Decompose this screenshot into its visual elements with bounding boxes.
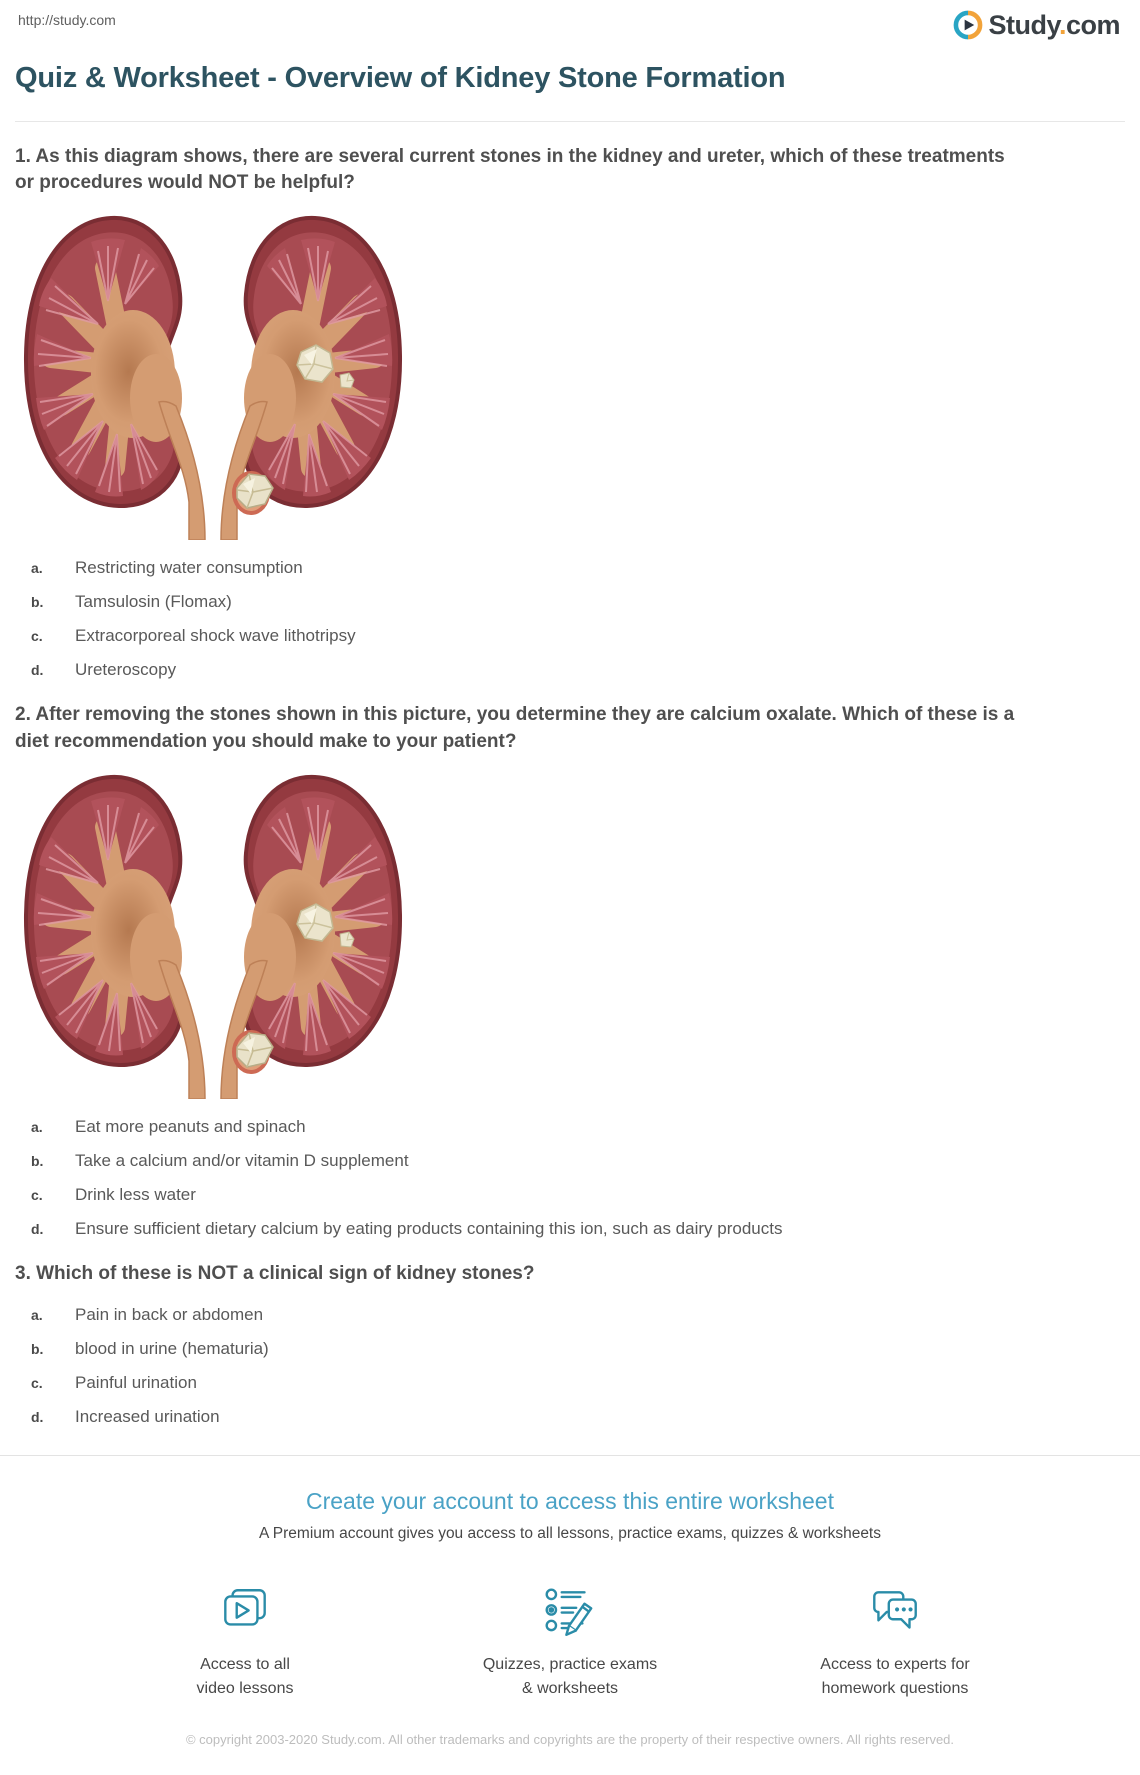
video-lessons-icon: [216, 1583, 274, 1641]
footer-divider: [0, 1455, 1140, 1456]
answer-option-d: [15, 1219, 1125, 1239]
kidney-diagram-image: [13, 206, 413, 540]
option-text: Extracorporeal shock wave lithotripsy: [75, 626, 356, 646]
play-circle-logo-icon: [953, 10, 983, 40]
option-letter: a.: [31, 1307, 43, 1324]
signup-footer: [0, 1455, 1140, 1774]
option-letter: d.: [31, 1220, 44, 1237]
option-text: Ureteroscopy: [75, 660, 177, 680]
option-text: Take a calcium and/or vitamin D supplement: [75, 1150, 409, 1170]
answer-option-d: [15, 1407, 1125, 1427]
create-account-link[interactable]: Create your account to access this entire worksheet: [306, 1488, 834, 1515]
answer-option-c: [15, 1185, 1125, 1205]
option-letter: a.: [31, 560, 43, 577]
source-url: http://study.com: [18, 12, 116, 28]
option-letter: b.: [31, 1152, 44, 1169]
question-1: [0, 144, 1140, 680]
answer-option-a: [15, 1305, 1125, 1325]
option-letter: b.: [31, 1341, 44, 1358]
answer-option-c: [15, 626, 1125, 646]
question-text: 3. Which of these is NOT a clinical sign of kidney stones?: [15, 1262, 535, 1284]
option-letter: a.: [31, 1118, 43, 1135]
option-text: Ensure sufficient dietary calcium by eating products containing this ion, such as dairy products: [75, 1218, 783, 1238]
feature-homework-experts: [783, 1583, 1008, 1701]
option-text: Increased urination: [75, 1407, 220, 1427]
answer-option-a: [15, 1117, 1125, 1137]
option-text: Restricting water consumption: [75, 558, 303, 578]
option-letter: c.: [31, 628, 43, 645]
option-text: blood in urine (hematuria): [75, 1339, 269, 1359]
answer-options: [15, 1117, 1125, 1239]
option-text: Eat more peanuts and spinach: [75, 1116, 306, 1136]
answer-option-b: [15, 592, 1125, 612]
feature-label: Access to experts for homework questions: [820, 1656, 970, 1698]
studycom-logo[interactable]: [953, 10, 1120, 40]
kidney-diagram-image: [13, 765, 413, 1099]
answer-options: [15, 1305, 1125, 1427]
page-header: [0, 0, 1140, 40]
title-divider: [15, 121, 1125, 122]
question-3: [0, 1261, 1140, 1427]
feature-video-lessons: [133, 1583, 358, 1701]
quiz-worksheet-icon: [541, 1583, 599, 1641]
answer-option-b: [15, 1151, 1125, 1171]
logo-text: Study.com: [988, 9, 1120, 40]
option-letter: d.: [31, 1409, 44, 1426]
page-title: Quiz & Worksheet - Overview of Kidney Stone Formation: [15, 62, 786, 94]
option-text: Pain in back or abdomen: [75, 1305, 264, 1325]
option-letter: c.: [31, 1186, 43, 1203]
premium-subtitle: A Premium account gives you access to all lessons, practice exams, quizzes & worksheets: [259, 1525, 881, 1543]
question-text: 2. After removing the stones shown in this picture, you determine they are calcium oxalate. Which of these is a diet recommendation you should make to your patient?: [15, 704, 1015, 752]
option-letter: b.: [31, 594, 44, 611]
feature-label: Access to all video lessons: [196, 1656, 294, 1698]
option-text: Tamsulosin (Flomax): [75, 592, 232, 612]
option-letter: d.: [31, 662, 44, 679]
feature-quizzes-worksheets: [458, 1583, 683, 1701]
chat-experts-icon: [866, 1583, 924, 1641]
option-text: Painful urination: [75, 1373, 197, 1393]
question-text: 1. As this diagram shows, there are several current stones in the kidney and ureter, which of these treatments or procedures would NOT be helpful?: [15, 146, 1005, 194]
option-text: Drink less water: [75, 1184, 196, 1204]
answer-option-a: [15, 558, 1125, 578]
answer-option-c: [15, 1373, 1125, 1393]
answer-option-b: [15, 1339, 1125, 1359]
option-letter: c.: [31, 1375, 43, 1392]
feature-label: Quizzes, practice exams & worksheets: [482, 1656, 658, 1698]
copyright-notice: © copyright 2003-2020 Study.com. All other trademarks and copyrights are the property of their respective owners. All rights reserved.: [185, 1732, 955, 1748]
answer-option-d: [15, 660, 1125, 680]
feature-list: [0, 1583, 1140, 1701]
question-2: [0, 702, 1140, 1238]
answer-options: [15, 558, 1125, 680]
